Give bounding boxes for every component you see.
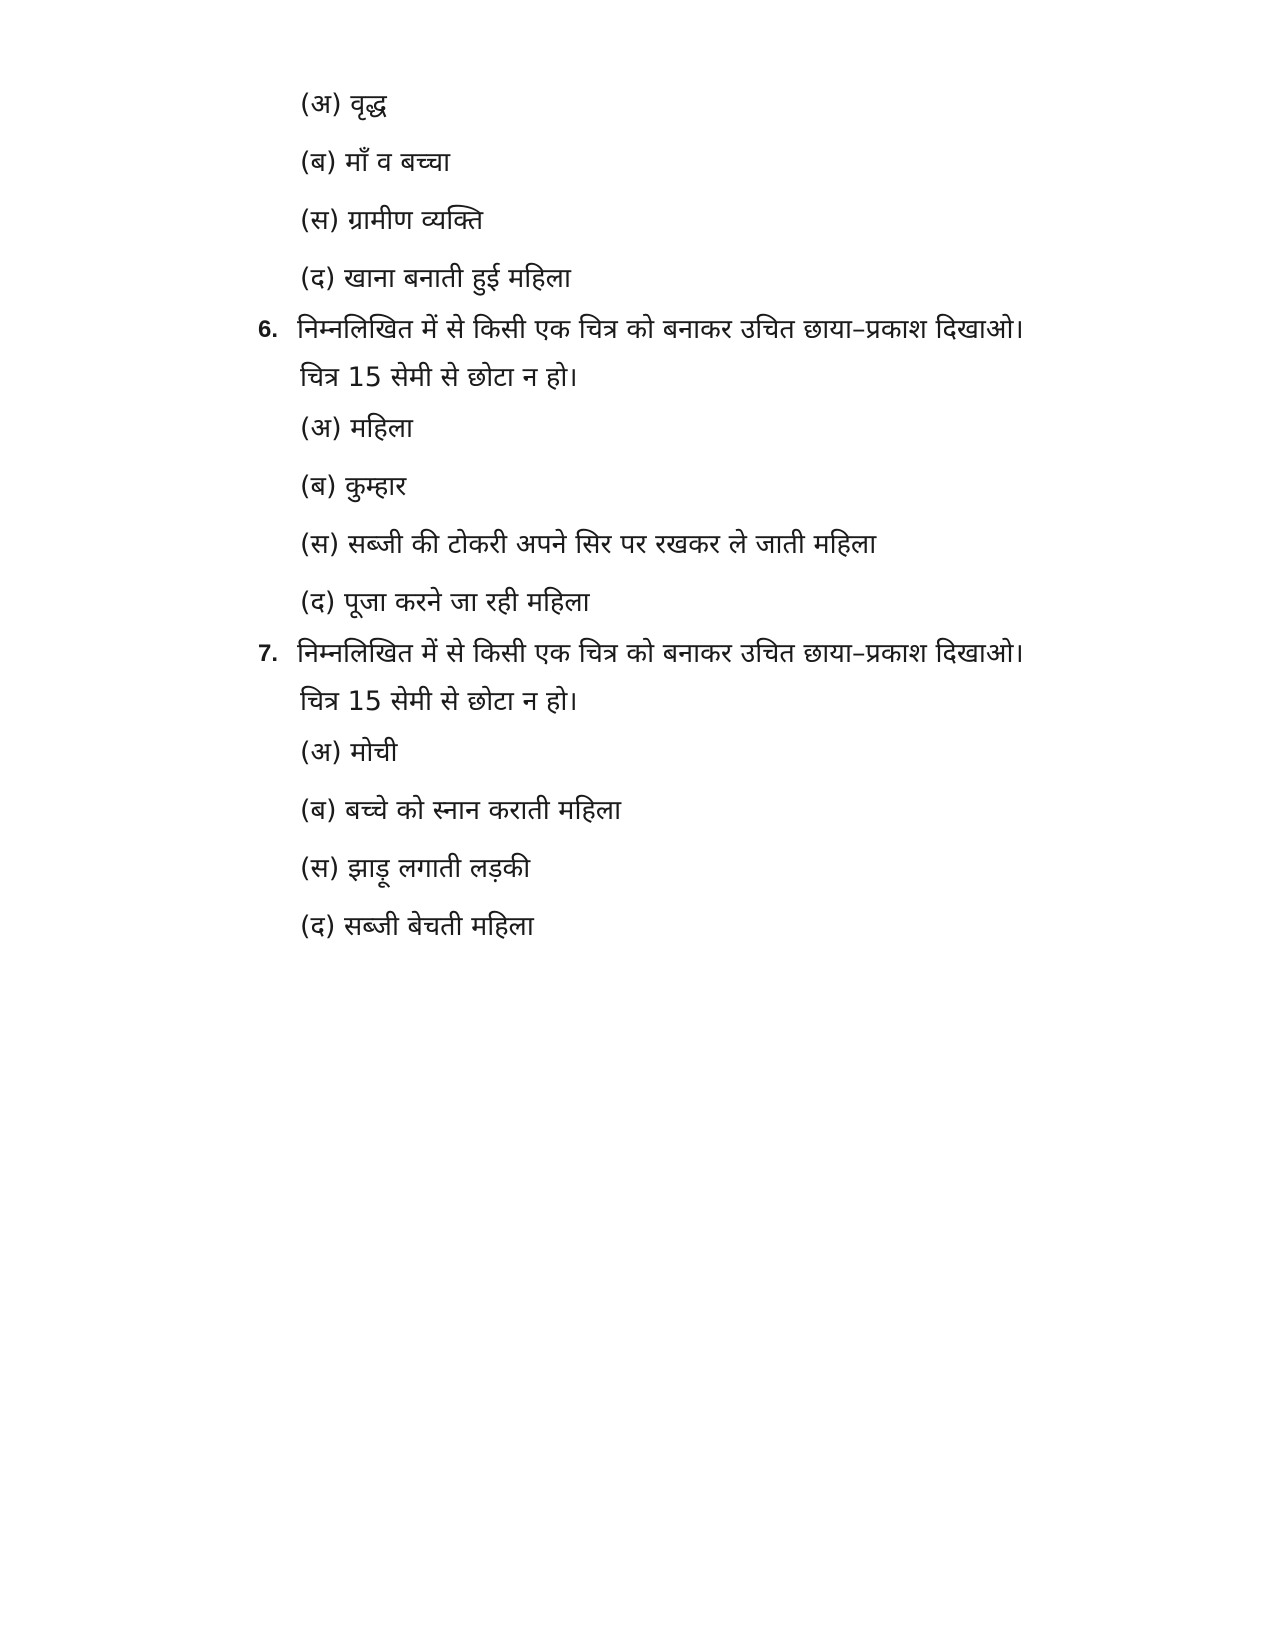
question-6-text: निम्नलिखित में से किसी एक चित्र को बनाकर उचित छाया–प्रकाश दिखाओ। — [297, 314, 1024, 345]
option-d: (द) खाना बनाती हुई महिला — [300, 263, 571, 294]
question-7-text: निम्नलिखित में से किसी एक चित्र को बनाकर उचित छाया–प्रकाश दिखाओ। — [297, 638, 1024, 669]
question-7-option-b: (ब) बच्चे को स्नान कराती महिला — [300, 795, 622, 826]
question-7-note: चित्र 15 सेमी से छोटा न हो। — [300, 686, 578, 717]
question-7-option-c: (स) झाड़ू लगाती लड़की — [300, 853, 531, 884]
option-a: (अ) वृद्ध — [300, 89, 387, 120]
question-7-number: 7. — [258, 640, 279, 667]
question-7-option-d: (द) सब्जी बेचती महिला — [300, 911, 534, 942]
question-6-number: 6. — [258, 316, 279, 343]
question-6-option-c: (स) सब्जी की टोकरी अपने सिर पर रखकर ले जाती महिला — [300, 529, 877, 560]
question-6-option-b: (ब) कुम्हार — [300, 471, 407, 502]
question-6-option-d: (द) पूजा करने जा रही महिला — [300, 587, 590, 618]
question-7-option-a: (अ) मोची — [300, 737, 398, 768]
option-c: (स) ग्रामीण व्यक्ति — [300, 205, 484, 236]
question-6-option-a: (अ) महिला — [300, 413, 414, 444]
question-6-note: चित्र 15 सेमी से छोटा न हो। — [300, 362, 578, 393]
option-b: (ब) माँ व बच्चा — [300, 147, 451, 178]
